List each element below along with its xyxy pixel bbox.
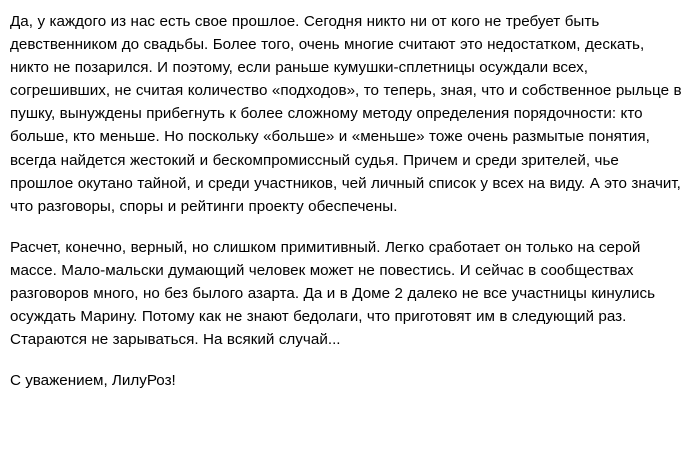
signature-line: С уважением, ЛилуРоз! [10, 372, 176, 390]
paragraph-1: Да, у каждого из нас есть свое прошлое. Сегодня никто ни от кого не требует быть девственником до свадьбы. Более того, очень многие считают это недостатком, дескать, никто не позарился. И поэтому, если раньше кумушки-сплетницы осуждали всех, согрешивших, не считая количество «подходов», то теперь, зная, что и собственное рыльце в пушку, вынуждены прибегнуть к более сложному методу определения порядочности: кто больше, кто меньше. Но поскольку «больше» и «меньше» тоже очень размытые понятия, всегда найдется жестокий и бескомпромиссный судья. Причем и среди зрителей, чье прошлое окутано тайной, и среди участников, чей личный список у всех на виду. А это значит, что разговоры, споры и рейтинги проекту обеспечены. [10, 13, 682, 215]
paragraph-2: Расчет, конечно, верный, но слишком примитивный. Легко сработает он только на серой массе. Мало-мальски думающий человек может не повестись. И сейчас в сообществах разговоров много, но без былого азарта. Да и в Доме 2 далеко не все участницы кинулись осуждать Марину. Потому как не знают бедолаги, что приготовят им в следующий раз. Стараются не зарываться. На всякий случай... [10, 238, 656, 349]
